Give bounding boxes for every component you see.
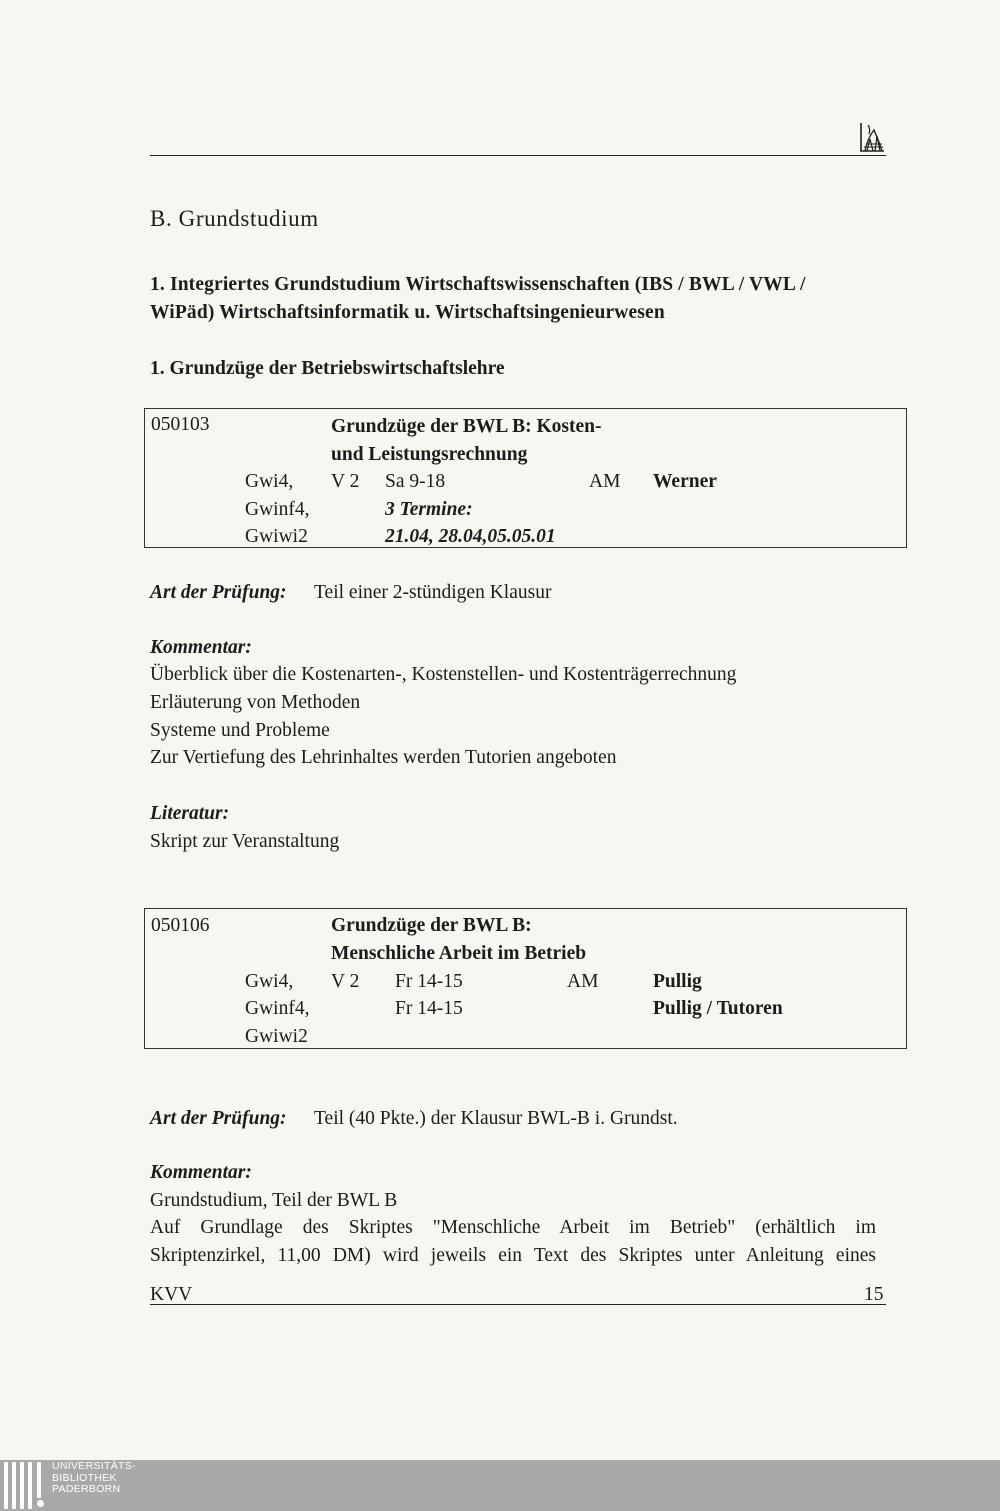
exam-label: Art der Prüfung:	[150, 582, 287, 603]
exam-label: Art der Prüfung:	[150, 1108, 287, 1129]
comment-line: Skriptenzirkel, 11,00 DM) wird jeweils ein Text des Skriptes unter Anleitung eines	[150, 1245, 876, 1266]
course-group: Gwinf4,	[245, 499, 310, 520]
footer-left-label: KVV	[150, 1284, 193, 1305]
course-lecturer: Pullig / Tutoren	[653, 998, 783, 1019]
literature-label: Literatur:	[150, 803, 230, 824]
comment-line: Auf Grundlage des Skriptes "Menschliche Arbeit im Betrieb" (erhältlich im	[150, 1217, 876, 1238]
library-banner-line: PADERBORN	[52, 1483, 121, 1495]
course-title-line1: Grundzüge der BWL B:	[331, 915, 532, 936]
comment-label: Kommentar:	[150, 637, 252, 658]
course-lecturer: Werner	[653, 471, 717, 492]
course-title-line1: Grundzüge der BWL B: Kosten-	[331, 416, 602, 437]
section-title: B. Grundstudium	[150, 206, 319, 231]
course-time: Sa 9-18	[385, 471, 446, 492]
comment-line: Zur Vertiefung des Lehrinhaltes werden Tutorien angeboten	[150, 747, 617, 768]
course-box-050103	[144, 408, 907, 548]
exam-text: Teil (40 Pkte.) der Klausur BWL-B i. Grundst.	[314, 1108, 678, 1129]
course-group: Gwiwi2	[245, 1026, 308, 1047]
library-banner	[0, 1460, 1000, 1511]
course-room: AM	[589, 471, 621, 492]
comment-line: Überblick über die Kostenarten-, Kostenstellen- und Kostenträgerrechnung	[150, 664, 737, 685]
course-group: Gwi4,	[245, 471, 294, 492]
course-type: V 2	[331, 971, 360, 992]
course-id: 050106	[151, 915, 210, 936]
comment-line: Erläuterung von Methoden	[150, 692, 361, 713]
course-room: AM	[567, 971, 599, 992]
course-type: V 2	[331, 471, 360, 492]
literature-text: Skript zur Veranstaltung	[150, 831, 340, 852]
course-id: 050103	[151, 414, 210, 435]
course-termine-label: 3 Termine:	[385, 499, 473, 520]
page-number: 15	[864, 1284, 884, 1305]
course-time: Fr 14-15	[395, 971, 463, 992]
course-group: Gwiwi2	[245, 526, 308, 547]
subsection-title-line1: 1. Integriertes Grundstudium Wirtschaftswissenschaften (IBS / BWL / VWL /	[150, 274, 806, 295]
course-box-050106	[144, 908, 907, 1049]
subsection-title-line2: WiPäd) Wirtschaftsinformatik u. Wirtschaftsingenieurwesen	[150, 302, 665, 323]
course-termine-dates: 21.04, 28.04,05.05.01	[385, 526, 556, 547]
subheading: 1. Grundzüge der Betriebswirtschaftslehre	[150, 358, 505, 379]
comment-line: Grundstudium, Teil der BWL B	[150, 1190, 398, 1211]
course-group: Gwi4,	[245, 971, 294, 992]
course-title-line2: und Leistungsrechnung	[331, 444, 528, 465]
course-time: Fr 14-15	[395, 998, 463, 1019]
library-banner-line: UNIVERSITÄTS-	[52, 1460, 136, 1472]
footer-rule	[150, 1304, 886, 1305]
library-banner-line: BIBLIOTHEK	[52, 1471, 117, 1484]
university-logo-icon	[858, 121, 886, 154]
course-title-line2: Menschliche Arbeit im Betrieb	[331, 943, 587, 964]
comment-label: Kommentar:	[150, 1162, 252, 1183]
course-lecturer: Pullig	[653, 971, 702, 992]
header-rule	[150, 155, 886, 156]
course-group: Gwinf4,	[245, 998, 310, 1019]
library-banner-text	[52, 1461, 136, 1496]
comment-line: Systeme und Probleme	[150, 720, 330, 741]
exam-text: Teil einer 2-stündigen Klausur	[314, 582, 552, 603]
